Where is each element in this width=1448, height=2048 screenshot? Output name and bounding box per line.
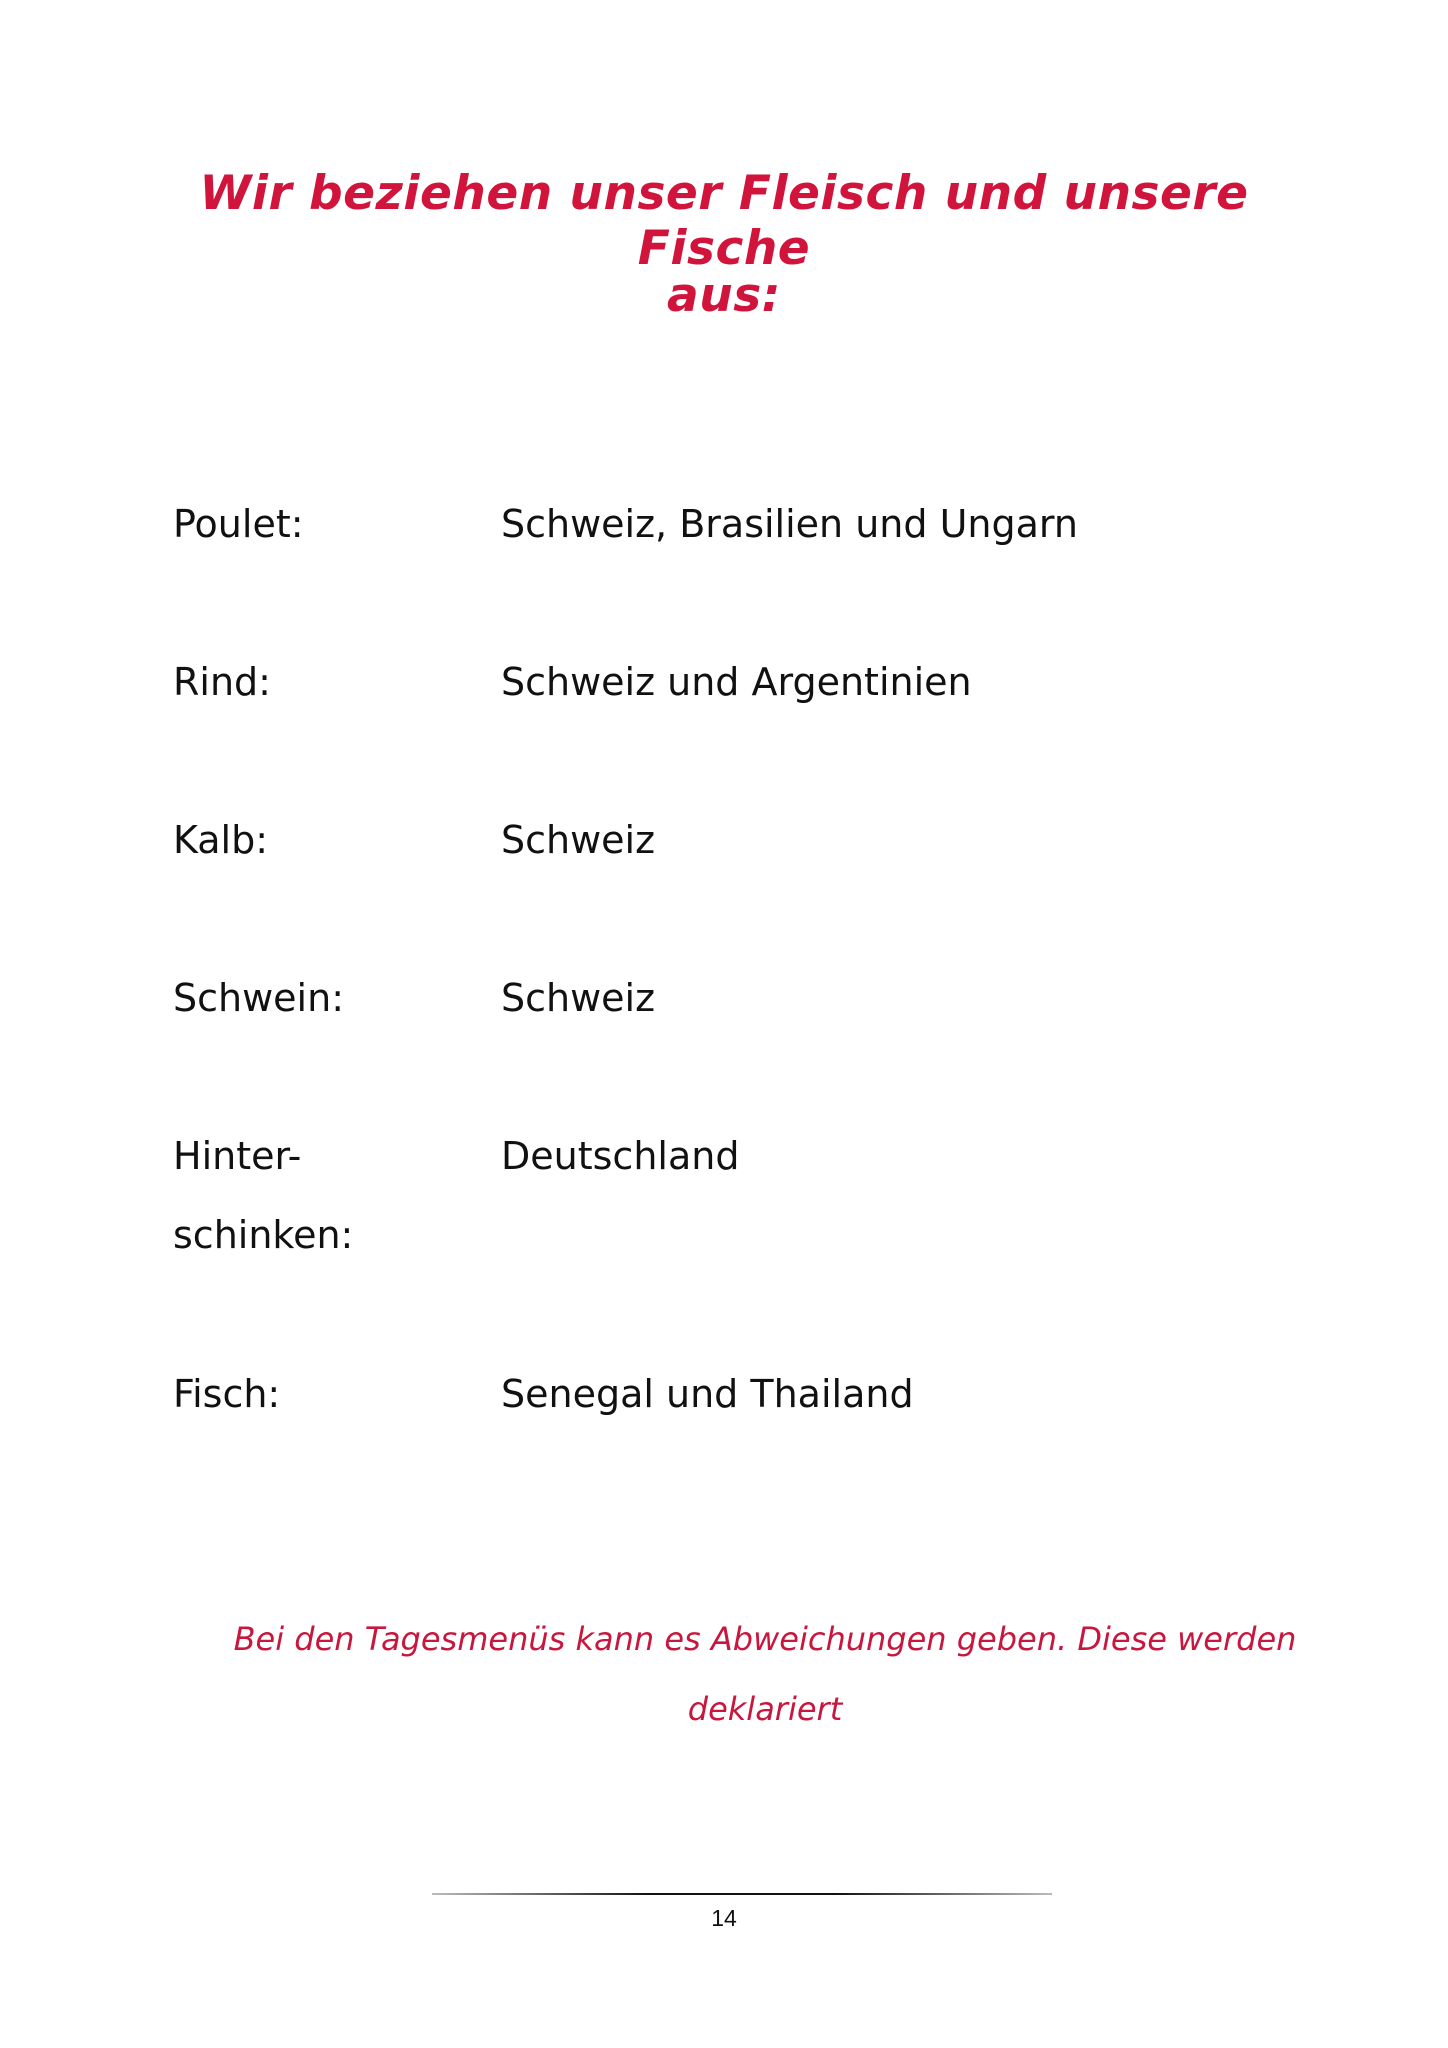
origin-row-kalb xyxy=(173,818,1273,878)
origin-label: Poulet: xyxy=(173,502,304,546)
origin-label: Rind: xyxy=(173,660,271,704)
origin-value: Schweiz xyxy=(501,818,656,862)
origin-label: Schwein: xyxy=(173,976,344,1020)
origin-label-continued: schinken: xyxy=(173,1213,354,1257)
origin-value: Deutschland xyxy=(501,1134,740,1178)
origin-label: Fisch: xyxy=(173,1372,281,1416)
heading-line-1: Wir beziehen unser Fleisch und unsere Fische xyxy=(199,166,1249,276)
origin-row-poulet xyxy=(173,502,1273,562)
origin-value: Schweiz, Brasilien und Ungarn xyxy=(501,502,1078,546)
note-line-1: Bei den Tagesmenüs kann es Abweichungen geben. Diese werden xyxy=(233,1620,1297,1658)
origin-label: Kalb: xyxy=(173,818,269,862)
origin-value: Schweiz und Argentinien xyxy=(501,660,972,704)
page-number: 14 xyxy=(711,1905,737,1931)
origin-value: Senegal und Thailand xyxy=(501,1372,914,1416)
origin-label: Hinter- xyxy=(173,1134,302,1178)
origin-value: Schweiz xyxy=(501,976,656,1020)
note-line-2: deklariert xyxy=(687,1690,843,1728)
origin-row-schwein xyxy=(173,976,1273,1036)
origin-row-fisch xyxy=(173,1372,1273,1432)
origin-row-rind xyxy=(173,660,1273,720)
origin-row-hinterschinken xyxy=(173,1134,1273,1274)
heading-line-2: aus: xyxy=(667,268,781,323)
footer-divider xyxy=(432,1893,1052,1895)
